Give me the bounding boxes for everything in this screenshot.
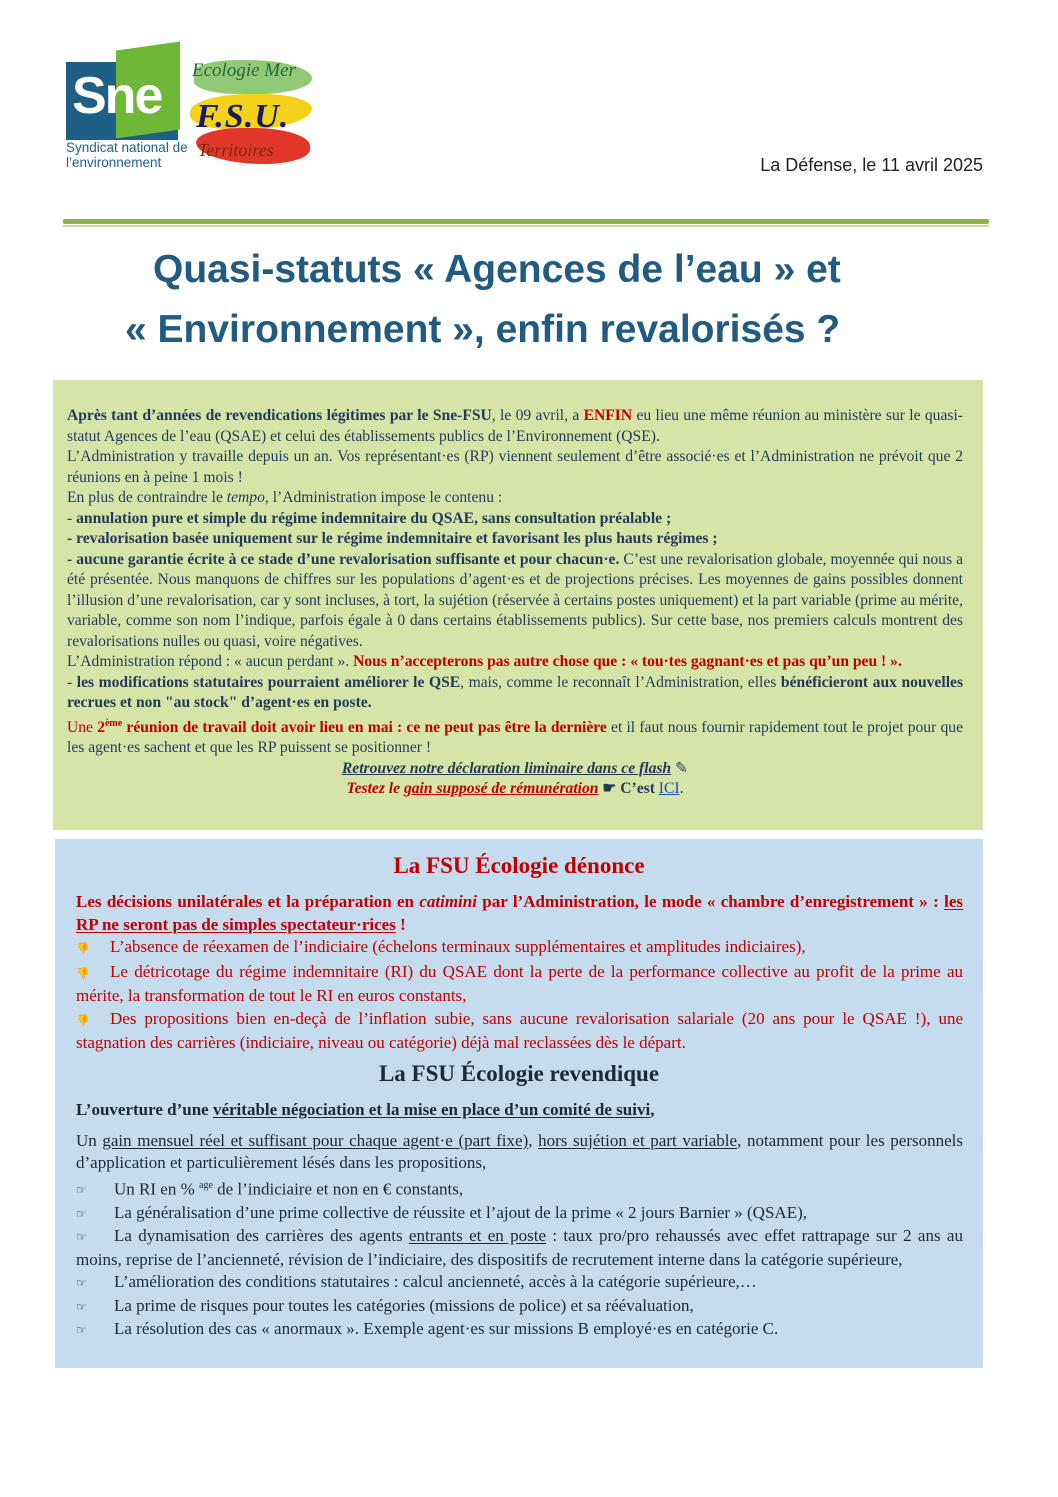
intro-paragraph-4: L’Administration répond : « aucun perdant ». Nous n’accepterons pas autre chose que : « tou·tes gagnant·es et pas qu’un peu ! ». xyxy=(67,653,902,670)
fsu-logo-mid: F.S.U. xyxy=(196,98,290,135)
intro-text xyxy=(67,406,963,800)
thumb-down-icon: 👎 xyxy=(76,1013,90,1027)
pointing-hand-icon: ☞ xyxy=(76,1230,87,1245)
revendique-heading: La FSU Écologie revendique xyxy=(378,1061,660,1086)
intro-paragraph-3: En plus de contraindre le tempo, l’Administration impose le contenu : xyxy=(67,489,503,506)
denonce-item: 👎 Le détricotage du régime indemnitaire (RI) du QSAE dont la perte de la performance collective au profit de la prime au mérite, la transformation de tout le RI en euros constants, xyxy=(76,961,963,1005)
sne-logo xyxy=(66,44,188,172)
denonce-item: 👎 Des propositions bien en-deçà de l’inflation subie, sans aucune revalorisation salariale (20 ans pour le QSAE !), une stagnation des carrières (indiciaire, niveau ou catégorie) déjà mal reclassées dès le départ. xyxy=(76,1008,963,1052)
pointing-hand-icon: ☞ xyxy=(76,1183,87,1198)
intro-paragraph-2: L’Administration y travaille depuis un an. Vos représentant·es (RP) viennent seulement d’être associé·es et l’Administration ne prévoit que 2 réunions en à peine 1 mois ! xyxy=(67,448,963,486)
fsu-logo-top: Ecologie Mer xyxy=(192,60,296,81)
declaration-link[interactable]: Retrouvez notre déclaration liminaire dans ce flash xyxy=(341,759,672,777)
revendique-item: ☞ L’amélioration des conditions statutaires : calcul ancienneté, accès à la catégorie supérieure,… xyxy=(76,1271,963,1295)
revendique-item: ☞ La généralisation d’une prime collective de réussite et l’ajout de la prime « 2 jours Barnier » (QSAE), xyxy=(76,1202,963,1226)
pencil-icon: ✎ xyxy=(675,759,689,777)
revendique-paragraph: Un gain mensuel réel et suffisant pour chaque agent·e (part fixe), hors sujétion et part variable, notamment pour les personnels d’application et particulièrement lésés dans les propositions, xyxy=(76,1130,964,1172)
intro-paragraph-5: Une 2ème réunion de travail doit avoir lieu en mai : ce ne peut pas être la dernière et il faut nous fournir rapidement tout le projet pour que les agent·es sachent et que les RP puissent se positionner ! xyxy=(67,717,964,757)
pointing-hand-icon: ☞ xyxy=(76,1206,87,1221)
title-line-1: Quasi-statuts « Agences de l’eau » et xyxy=(153,248,841,291)
divider-shadow xyxy=(63,225,989,227)
sne-logo-word: Sne xyxy=(72,67,162,125)
revendique-item: ☞ La dynamisation des carrières des agents entrants et en poste : taux pro/pro rehaussés avec effet rattrapage sur 2 ans au moins, reprise de l’ancienneté, révision de l’indiciaire, des dispositifs de recrutement interne dans la catégorie supérieure, xyxy=(76,1226,963,1269)
title-line-2: « Environnement », enfin revalorisés ? xyxy=(125,308,841,351)
fsu-logo xyxy=(190,52,316,172)
revendique-item: ☞ La prime de risques pour toutes les catégories (missions de police) et sa réévaluation, xyxy=(76,1295,963,1319)
page-title xyxy=(60,240,998,360)
revendique-section xyxy=(76,1099,963,1342)
denonce-lead: Les décisions unilatérales et la préparation en catimini par l’Administration, le mode « chambre d’enregistrement » : les RP ne seront pas de simples spectateur·rices ! xyxy=(76,892,964,934)
intro-paragraph-1: Après tant d’années de revendications légitimes par le Sne-FSU, le 09 avril, a ENFIN eu lieu une même réunion au ministère sur le quasi-statut Agences de l’eau (QSAE) et celui des établissements publics de l’Environnement (QSE). xyxy=(67,407,963,445)
thumb-down-icon: 👎 xyxy=(76,942,90,955)
pointing-hand-icon: ☞ xyxy=(76,1276,87,1291)
pointing-hand-icon: ☞ xyxy=(76,1323,87,1338)
divider xyxy=(63,219,989,224)
intro-bullet-1: - annulation pure et simple du régime indemnitaire du QSAE, sans consultation préalable ; xyxy=(67,509,672,527)
sne-logo-subtitle: Syndicat national de l’environnement xyxy=(66,140,188,170)
fsu-logo-bottom: Territoires xyxy=(198,140,274,160)
thumb-down-icon: 👎 xyxy=(76,966,90,980)
revendique-lead: L’ouverture d’une véritable négociation et la mise en place d’un comité de suivi, xyxy=(76,1100,655,1119)
document-date: La Défense, le 11 avril 2025 xyxy=(760,155,983,175)
intro-box xyxy=(53,380,983,830)
intro-bullet-2: - revalorisation basée uniquement sur le régime indemnitaire et favorisant les plus hauts régimes ; xyxy=(67,530,718,547)
revendique-item: ☞ Un RI en % $^{age}$ de l’indiciaire et non en € constants, xyxy=(76,1175,963,1202)
intro-links: Retrouvez notre déclaration liminaire dans ce flash ✎ Testez le gain supposé de rémunération ☛ C’est ICI. xyxy=(341,759,689,798)
revendique-item: ☞ La résolution des cas « anormaux ». Exemple agent·es sur missions B employé·es en catégorie C. xyxy=(76,1318,963,1342)
claims-box xyxy=(55,839,983,1368)
ici-link[interactable]: ICI xyxy=(658,780,680,798)
intro-bullet-3: - aucune garantie écrite à ce stade d’une revalorisation suffisante et pour chacun·e. C’est une revalorisation globale, moyennée qui nous a été présentée. Nous manquons de chiffres sur les populations d’agent·es et de projections précises. Les moyennes de gains possibles donnent l’illusion d’une revalorisation, car y sont incluses, à tort, la sujétion (réservée à certains postes uniquement) et la part variable (prime au mérite, variable, comme son nom l’indique, parfois égale à 0 dans certains établissements publics). Sur cette base, nos premiers calculs montrent des revalorisations nulles ou quasi, voire négatives. xyxy=(67,550,963,650)
salary-gain-link[interactable]: gain supposé de rémunération xyxy=(403,780,599,798)
denonce-section xyxy=(76,891,963,1055)
intro-bullet-4: - les modifications statutaires pourraient améliorer le QSE, mais, comme le reconnaît l’Administration, elles bénéficieront aux nouvelles recrues et non "au stock" d’agent·es en poste. xyxy=(67,673,964,711)
denonce-heading: La FSU Écologie dénonce xyxy=(393,853,645,878)
pointing-hand-icon: ☞ xyxy=(76,1299,87,1314)
denonce-item: 👎 L’absence de réexamen de l’indiciaire (échelons terminaux supplémentaires et amplitudes indiciaires), xyxy=(76,936,963,961)
